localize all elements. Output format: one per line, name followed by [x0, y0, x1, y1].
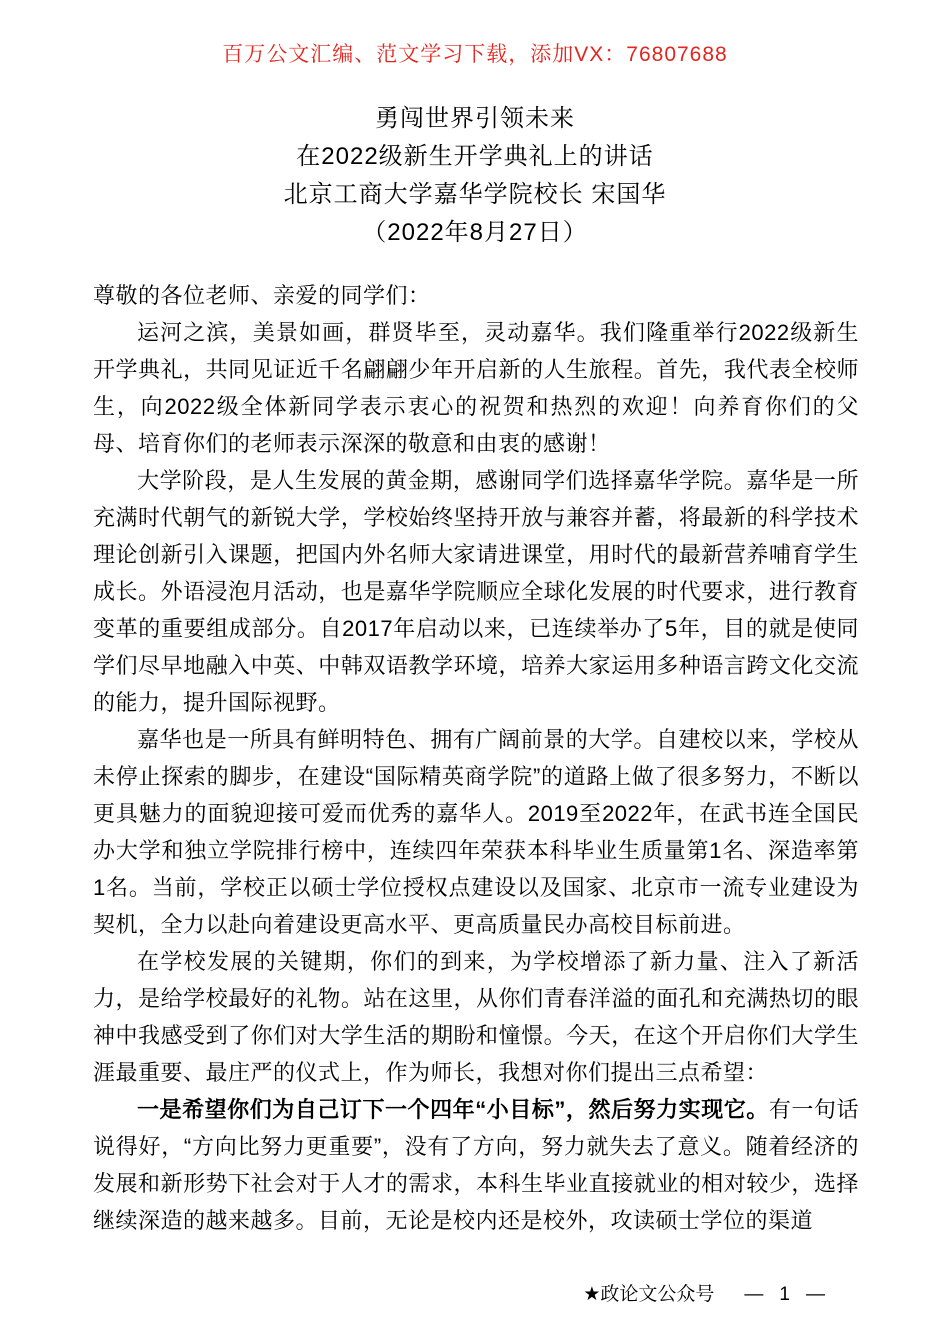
first-hope-bold-lead: 一是希望你们为自己订下一个四年“小目标”，然后努力实现它。	[137, 1097, 769, 1122]
paragraph-school-achievements: 嘉华也是一所具有鲜明特色、拥有广阔前景的大学。自建校以来，学校从未停止探索的脚步，在建设“国际精英商学院”的道路上做了很多努力，不断以更具魅力的面貌迎接可爱而优秀的嘉华人。2019至2022年，在武书连全国民办大学和独立学院排行榜中，连续四年荣获本科毕业生质量第1名、深造率第1名。当前，学校正以硕士学位授权点建设以及国家、北京市一流专业建设为契机，全力以赴向着建设更高水平、更高质量民办高校目标前进。	[93, 727, 859, 937]
paragraph-three-hopes-intro: 在学校发展的关键期，你们的到来，为学校增添了新力量、注入了新活力，是给学校最好的礼物。站在这里，从你们青春洋溢的面孔和充满热切的眼神中我感受到了你们对大学生活的期盼和憧憬。今天，在这个开启你们大学生涯最重要、最庄严的仪式上，作为师长，我想对你们提出三点希望：	[93, 949, 859, 1085]
paragraph-first-hope	[93, 1091, 859, 1239]
paragraph-university-stage: 大学阶段，是人生发展的黄金期，感谢同学们选择嘉华学院。嘉华是一所充满时代朝气的新锐大学，学校始终坚持开放与兼容并蓄，将最新的科学技术理论创新引入课题，把国内外名师大家请进课堂，用时代的最新营养哺育学生成长。外语浸泡月活动，也是嘉华学院顺应全球化发展的时代要求，进行教育变革的重要组成部分。自2017年启动以来，已连续举办了5年，目的就是使同学们尽早地融入中英、中韩双语教学环境，培养大家运用多种语言跨文化交流的能力，提升国际视野。	[93, 468, 859, 715]
dash-right: —	[806, 1284, 825, 1305]
page-number-group	[736, 1284, 833, 1305]
first-hope-rest: 有一句话说得好，“方向比努力更重要”，没有了方向，努力就失去了意义。随着经济的发展和新形势下社会对于人才的需求，本科生毕业直接就业的相对较少，选择继续深造的越来越多。目前，无论是校内还是校外，攻读硕士学位的渠道	[93, 1097, 859, 1233]
footer-source: ★政论文公众号	[583, 1284, 715, 1305]
doc-subtitle: 在2022级新生开学典礼上的讲话	[296, 143, 654, 170]
paragraph-opening: 运河之滨，美景如画，群贤毕至，灵动嘉华。我们隆重举行2022级新生开学典礼，共同见证近千名翩翩少年开启新的人生旅程。首先，我代表全校师生，向2022级全体新同学表示衷心的祝贺和热烈的欢迎！向养育你们的父母、培育你们的老师表示深深的敬意和由衷的感谢！	[93, 320, 859, 456]
doc-title: 勇闯世界引领未来	[375, 105, 575, 132]
page-number-value: 1	[779, 1284, 790, 1305]
salutation: 尊敬的各位老师、亲爱的同学们：	[93, 283, 431, 308]
page-footer	[583, 1283, 833, 1307]
dash-left: —	[744, 1284, 764, 1305]
date-line: （2022年8月27日）	[362, 219, 588, 246]
speech-body	[93, 277, 859, 1243]
speaker-line: 北京工商大学嘉华学院校长 宋国华	[283, 181, 667, 208]
title-block	[0, 100, 950, 252]
promo-banner: 百万公文汇编、范文学习下载，添加VX：76807688	[222, 43, 728, 66]
